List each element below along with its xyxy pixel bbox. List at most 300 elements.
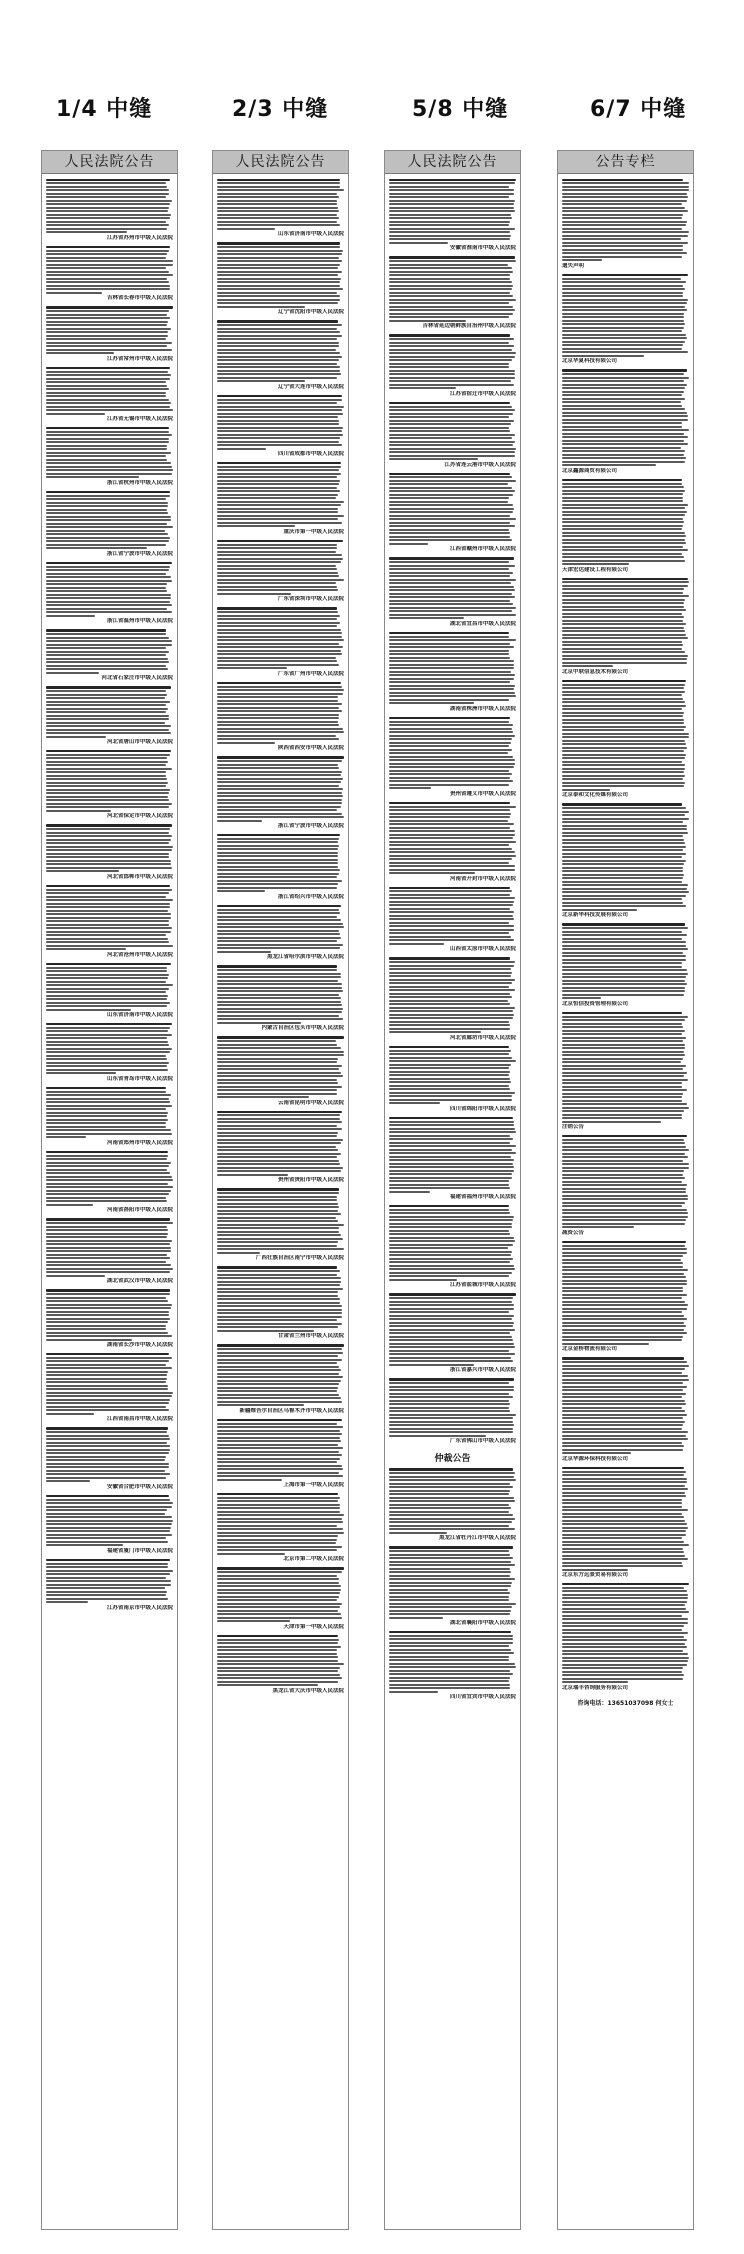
text-line <box>217 1653 337 1655</box>
text-line <box>217 636 342 638</box>
text-line <box>217 444 342 446</box>
text-line <box>46 1271 170 1273</box>
text-line <box>217 515 344 517</box>
text-line <box>562 1551 684 1553</box>
text-line <box>562 408 685 410</box>
announcement-entry: 北京中联信息技术有限公司 <box>562 668 629 675</box>
text-line <box>389 735 515 737</box>
text-line <box>46 473 172 475</box>
text-line <box>389 1479 516 1481</box>
text-line <box>562 1223 685 1225</box>
text-line <box>217 1316 342 1318</box>
text-line <box>46 1506 172 1508</box>
text-line <box>389 1336 512 1338</box>
text-line <box>46 1240 172 1242</box>
text-line <box>562 447 681 449</box>
text-line <box>217 1571 342 1573</box>
text-line <box>46 736 106 738</box>
text-line <box>562 778 683 780</box>
text-line <box>217 1270 340 1272</box>
text-line <box>46 601 170 603</box>
notice-block <box>217 905 344 961</box>
text-line <box>562 1565 683 1567</box>
text-line <box>217 1281 341 1283</box>
text-line <box>562 595 689 597</box>
text-line <box>46 267 166 269</box>
text-line <box>562 1304 688 1306</box>
text-line <box>562 637 688 639</box>
text-line <box>217 1312 342 1314</box>
text-line <box>562 1674 684 1676</box>
text-line <box>217 1670 338 1672</box>
text-line <box>389 1078 510 1080</box>
text-line <box>217 657 336 659</box>
notice-block <box>46 885 173 959</box>
text-line <box>217 987 342 989</box>
text-line <box>217 302 338 304</box>
text-line <box>389 441 515 443</box>
text-line <box>46 278 167 280</box>
text-line <box>46 523 167 525</box>
text-line <box>389 402 510 404</box>
text-line <box>46 948 126 950</box>
text-line <box>46 207 169 209</box>
text-line <box>562 1537 682 1539</box>
text-line <box>562 842 685 844</box>
text-line <box>217 973 341 975</box>
text-line <box>389 572 513 574</box>
court-signature: 江西省南昌市中级人民法院 <box>106 1416 173 1423</box>
text-line <box>217 1677 342 1679</box>
text-line <box>217 501 344 503</box>
text-line <box>562 1414 687 1416</box>
text-line <box>389 299 516 301</box>
text-line <box>217 806 341 808</box>
text-line <box>217 686 342 688</box>
text-line <box>46 413 105 415</box>
text-line <box>562 1343 649 1345</box>
text-line <box>389 752 508 754</box>
text-line <box>389 1642 513 1644</box>
court-signature: 河北省廊坊市中级人民法院 <box>449 1034 516 1041</box>
text-line <box>389 423 511 425</box>
text-line <box>389 918 514 920</box>
text-line <box>389 869 515 871</box>
text-line <box>562 1471 686 1473</box>
text-line <box>389 1350 509 1352</box>
text-line <box>562 1544 689 1546</box>
text-line <box>217 1139 343 1141</box>
text-line <box>46 438 169 440</box>
text-line <box>389 1128 515 1130</box>
text-line <box>562 288 685 290</box>
text-line <box>562 373 684 375</box>
text-line <box>217 940 337 942</box>
text-line <box>46 1133 172 1135</box>
text-line <box>46 1044 169 1046</box>
text-line <box>389 745 509 747</box>
text-line <box>389 1237 514 1239</box>
text-line <box>389 1000 508 1002</box>
text-line <box>562 285 683 287</box>
text-line <box>46 288 170 290</box>
text-line <box>389 1067 509 1069</box>
text-line <box>562 1639 687 1641</box>
text-line <box>217 781 341 783</box>
text-line <box>217 207 338 209</box>
text-line <box>562 962 682 964</box>
text-line <box>562 553 682 555</box>
text-line <box>389 525 515 527</box>
text-line <box>562 891 689 893</box>
notice-block <box>217 540 344 603</box>
notice-block <box>46 491 173 558</box>
text-line <box>217 1539 337 1541</box>
text-line <box>389 936 511 938</box>
text-line <box>389 667 514 669</box>
text-line <box>46 214 171 216</box>
text-line <box>217 363 337 365</box>
text-line <box>217 1291 338 1293</box>
text-line <box>46 1236 167 1238</box>
text-line <box>217 689 344 691</box>
court-signature: 河北省唐山市中级人民法院 <box>106 739 173 746</box>
text-line <box>217 1525 337 1527</box>
text-line <box>562 757 685 759</box>
text-line <box>46 867 172 869</box>
text-line <box>389 943 444 945</box>
text-line <box>562 483 682 485</box>
court-signature: 浙江省温州市中级人民法院 <box>106 618 173 625</box>
text-line <box>389 603 513 605</box>
court-signature: 广西壮族自治区南宁市中级人民法院 <box>255 1255 344 1262</box>
text-line <box>389 1318 512 1320</box>
text-line <box>389 579 516 581</box>
text-line <box>389 1652 514 1654</box>
text-line <box>217 246 340 248</box>
text-line <box>389 196 509 198</box>
text-line <box>46 1477 166 1479</box>
text-line <box>562 377 689 379</box>
text-line <box>46 392 166 394</box>
text-line <box>217 1592 340 1594</box>
text-line <box>389 1659 509 1661</box>
text-line <box>217 551 336 553</box>
text-line <box>46 1101 170 1103</box>
text-line <box>217 1426 343 1428</box>
text-line <box>46 1570 173 1572</box>
court-signature: 山东省济南市中级人民法院 <box>106 1012 173 1019</box>
text-line <box>562 443 688 445</box>
notice-block <box>46 1289 173 1349</box>
text-line <box>46 310 169 312</box>
text-line <box>217 558 343 560</box>
text-line <box>46 1332 168 1334</box>
text-line <box>46 1307 171 1309</box>
text-line <box>46 1275 105 1277</box>
text-line <box>217 615 340 617</box>
text-line <box>217 380 305 382</box>
text-line <box>217 356 342 358</box>
text-line <box>389 1382 509 1384</box>
text-line <box>389 1410 510 1412</box>
text-line <box>389 278 510 280</box>
text-line <box>217 653 342 655</box>
text-line <box>217 816 344 818</box>
text-line <box>217 1022 301 1024</box>
text-line <box>46 927 172 929</box>
text-line <box>217 278 341 280</box>
text-line <box>562 1100 682 1102</box>
text-line <box>562 1657 689 1659</box>
text-line <box>389 1057 512 1059</box>
text-line <box>46 906 170 908</box>
text-line <box>46 835 172 837</box>
text-line <box>217 420 339 422</box>
text-line <box>46 785 166 787</box>
text-line <box>389 416 509 418</box>
text-line <box>562 1629 682 1631</box>
text-line <box>562 1188 686 1190</box>
text-line <box>217 1430 340 1432</box>
text-line <box>217 1500 338 1502</box>
text-line <box>46 264 173 266</box>
text-line <box>217 504 341 506</box>
text-line <box>389 614 516 616</box>
text-line <box>562 1315 684 1317</box>
text-line <box>217 976 341 978</box>
text-line <box>46 406 170 408</box>
text-line <box>46 694 167 696</box>
text-line <box>562 1530 686 1532</box>
text-line <box>46 448 167 450</box>
text-line <box>46 324 167 326</box>
text-line <box>46 495 170 497</box>
court-signature: 江苏省常州市中级人民法院 <box>106 355 173 362</box>
text-line <box>389 773 512 775</box>
column-body <box>42 174 177 1612</box>
text-line <box>46 349 172 351</box>
text-line <box>46 1254 167 1256</box>
text-line <box>46 806 169 808</box>
text-line <box>389 1085 509 1087</box>
text-line <box>217 618 337 620</box>
text-line <box>217 257 339 259</box>
text-line <box>562 775 685 777</box>
text-line <box>562 1400 685 1402</box>
text-line <box>46 1378 167 1380</box>
text-line <box>217 1606 340 1608</box>
text-line <box>217 650 341 652</box>
text-line <box>217 880 342 882</box>
text-line <box>217 437 340 439</box>
text-line <box>389 434 515 436</box>
text-line <box>217 224 340 226</box>
text-line <box>46 285 170 287</box>
text-line <box>562 835 683 837</box>
text-line <box>562 1615 682 1617</box>
text-line <box>46 1537 166 1539</box>
text-line <box>46 1062 169 1064</box>
court-signature: 湖北省襄阳市中级人民法院 <box>449 1620 516 1627</box>
text-line <box>46 1438 170 1440</box>
text-line <box>389 1592 510 1594</box>
text-line <box>389 1364 474 1366</box>
text-line <box>562 1534 686 1536</box>
text-line <box>217 186 340 188</box>
text-line <box>46 1176 172 1178</box>
text-line <box>389 377 515 379</box>
text-line <box>46 399 169 401</box>
text-line <box>562 1184 687 1186</box>
text-line <box>217 359 339 361</box>
text-line <box>217 1447 343 1449</box>
text-line <box>46 1105 172 1107</box>
text-line <box>217 944 343 946</box>
text-line <box>46 1328 166 1330</box>
text-line <box>389 1673 513 1675</box>
text-line <box>562 1410 685 1412</box>
text-line <box>562 259 602 261</box>
text-line <box>389 660 514 662</box>
text-line <box>562 1181 682 1183</box>
text-line <box>217 1472 339 1474</box>
text-line <box>217 572 338 574</box>
text-line <box>562 295 683 297</box>
text-line <box>389 1180 509 1182</box>
text-line <box>562 655 688 657</box>
text-line <box>46 1129 171 1131</box>
text-line <box>217 997 341 999</box>
text-line <box>46 604 172 606</box>
text-line <box>389 1431 513 1433</box>
court-signature: 黑龙江省牡丹江市中级人民法院 <box>438 1535 516 1542</box>
text-line <box>562 1604 685 1606</box>
text-line <box>562 1361 687 1363</box>
text-line <box>217 1111 342 1113</box>
text-line <box>389 480 516 482</box>
text-line <box>46 1527 171 1529</box>
text-line <box>217 434 343 436</box>
text-line <box>389 1240 515 1242</box>
text-line <box>217 448 266 450</box>
text-line <box>46 1072 116 1074</box>
text-line <box>562 549 688 551</box>
text-line <box>217 622 340 624</box>
text-line <box>46 1530 170 1532</box>
text-line <box>389 529 509 531</box>
text-line <box>389 189 514 191</box>
announcement-entry: 注销公告 <box>562 1124 585 1131</box>
text-line <box>562 1075 684 1077</box>
text-line <box>46 633 166 635</box>
text-line <box>562 245 683 247</box>
text-line <box>217 1135 337 1137</box>
text-line <box>46 704 166 706</box>
text-line <box>46 892 169 894</box>
notice-block <box>562 274 689 365</box>
text-line <box>562 1636 684 1638</box>
text-line <box>217 1302 340 1304</box>
text-line <box>562 884 688 886</box>
text-line <box>217 1284 340 1286</box>
text-line <box>46 491 170 493</box>
text-line <box>562 1449 683 1451</box>
text-line <box>562 351 688 353</box>
text-line <box>562 1382 683 1384</box>
text-line <box>217 561 341 563</box>
text-line <box>389 1163 513 1165</box>
text-line <box>389 271 513 273</box>
text-line <box>389 1247 508 1249</box>
text-line <box>389 1329 515 1331</box>
text-line <box>217 1504 340 1506</box>
text-line <box>217 1326 338 1328</box>
text-line <box>46 1399 170 1401</box>
text-line <box>217 441 339 443</box>
court-signature: 浙江省宁波市中级人民法院 <box>106 550 173 557</box>
text-line <box>389 1528 515 1530</box>
text-line <box>46 217 170 219</box>
text-line <box>562 651 685 653</box>
text-line <box>389 1226 512 1228</box>
text-line <box>389 728 512 730</box>
text-line <box>562 1037 686 1039</box>
text-line <box>562 454 684 456</box>
text-line <box>217 905 341 907</box>
text-line <box>46 338 166 340</box>
text-line <box>46 1364 166 1366</box>
notice-block <box>389 1293 516 1374</box>
text-line <box>217 611 338 613</box>
text-line <box>46 1520 173 1522</box>
text-line <box>389 1092 515 1094</box>
text-line <box>217 980 338 982</box>
text-line <box>562 217 682 219</box>
notice-block <box>217 1344 344 1414</box>
text-line <box>217 342 339 344</box>
text-line <box>389 1268 515 1270</box>
text-line <box>217 1234 341 1236</box>
text-line <box>562 945 686 947</box>
text-line <box>389 1360 513 1362</box>
notice-block <box>46 1427 173 1490</box>
text-line <box>46 1115 167 1117</box>
text-line <box>217 413 343 415</box>
text-line <box>217 469 339 471</box>
text-line <box>562 1445 684 1447</box>
text-line <box>389 593 512 595</box>
court-signature: 山东省济南市中级人民法院 <box>277 231 344 238</box>
text-line <box>562 221 687 223</box>
text-line <box>389 1691 438 1693</box>
text-line <box>46 445 167 447</box>
text-line <box>389 228 515 230</box>
text-line <box>46 654 166 656</box>
text-line <box>46 732 171 734</box>
text-line <box>389 724 513 726</box>
text-line <box>217 965 337 967</box>
text-line <box>389 1244 513 1246</box>
text-line <box>46 903 170 905</box>
text-line <box>46 665 166 667</box>
text-line <box>46 718 169 720</box>
text-line <box>46 1353 169 1355</box>
text-line <box>562 1393 686 1395</box>
text-line <box>389 827 510 829</box>
contact-footer: 咨询电话：13651037098 何女士 <box>577 1699 674 1707</box>
text-line <box>562 687 684 689</box>
